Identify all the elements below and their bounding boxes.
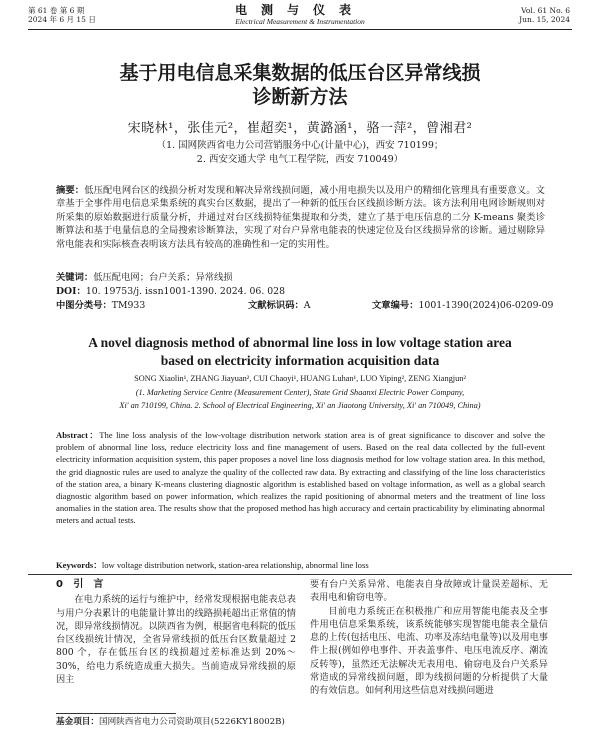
abstract-en-label: Abstract： <box>56 430 100 440</box>
header-center <box>0 4 600 26</box>
doc-code-text: A <box>303 300 311 311</box>
doi-label: DOI： <box>56 286 86 297</box>
abstract-cn <box>56 184 545 251</box>
body-right-paragraph-2: 目前电力系统正在积极推广和应用智能电能表及全事件用电信息采集系统，该系统能够实现智能电能表全量信息的上传(包括电压、电流、功率及冻结电量等)以及用电事件上报(例如停电事件、开表盖事件、电压电流反序、潮流反转等)，虽然还无法解决无表用电、偷窃电及台户关系异常造成的异常线损问题，即为线损问题的分析提供了大量的有效信息。如何利用这些信息对线损问题进 <box>310 605 548 697</box>
keywords-en <box>56 559 545 571</box>
article-no-text: 1001-1390(2024)06-0209-09 <box>418 300 554 311</box>
doi-text: 10. 19753/j. issn1001-1390. 2024. 06. 028 <box>85 286 285 297</box>
article-no-label: 文章编号： <box>372 300 419 311</box>
clc-text: TM933 <box>111 300 146 311</box>
keywords-cn-text: 低压配电网；台户关系；异常线损 <box>93 272 233 283</box>
footnote-rule <box>56 713 176 714</box>
journal-name-cn: 电测与仪表 <box>234 3 365 17</box>
funding-label: 基金项目： <box>56 717 99 727</box>
title-cn-line1: 基于用电信息采集数据的低压台区异常线损 <box>119 62 481 84</box>
section-0-title: 引 言 <box>73 579 104 590</box>
affiliation-cn-1: （1. 国网陕西省电力公司营销服务中心(计量中心)，西安 710199； <box>156 140 444 151</box>
affiliation-en-2: Xi' an 710199, China. 2. School of Electrical Engineering, Xi' an Jiaotong University, Xi' an 710049, China) <box>119 401 481 410</box>
date-en: Jun. 15, 2024 <box>519 15 570 24</box>
clc-number <box>56 299 145 312</box>
keywords-en-text: low voltage distribution network, station-area relationship, abnormal line loss <box>101 560 369 570</box>
affiliation-en-1: (1. Marketing Service Centre (Measurement Center), State Grid Shaanxi Electric Power Company, <box>135 388 465 397</box>
doc-code-label: 文献标识码： <box>248 300 304 311</box>
keywords-cn <box>56 271 233 284</box>
abstract-en-text: The line loss analysis of the low-voltage distribution network station area is of great significance to discover and solve the problem of abnormal line loss, reduce electricity loss and fine management of users. Based on the real data collected by the full-event electricity information acquisition system, this paper proposes a novel line loss diagnosis method for low voltage station area. In this method, the grid diagnostic rules are used to analyze the quality of the collected raw data. By extracting and classifying of the line loss characteristics of the station area, a binary K-means clustering diagnostic algorithm is established based on voltage information, as well as a global search diagnostic algorithm based on power information, which realizes the rapid positioning of abnormal meters and the treatment of line loss anomalies in the station area. The results show that the proposed method has high accuracy and certain practicability by eliminating abnormal meters and actual tests. <box>56 430 545 526</box>
keywords-cn-label: 关键词： <box>56 272 94 283</box>
title-en-line1: A novel diagnosis method of abnormal line loss in low voltage station area <box>88 335 512 350</box>
volume-cn: 第 61 卷 第 6 期 <box>28 6 85 15</box>
title-en-line2: based on electricity information acquisition data <box>160 353 440 368</box>
section-0-number: 0 <box>56 579 63 590</box>
header-right <box>519 6 570 24</box>
body-left-paragraph-1: 在电力系统的运行与维护中，经常发现根据电能表总表与用户分表累计的电能量计算出的线路损耗超出正常值的情况，即异常线损情况。以陕西省为例，根据省电科院的低压台区线损统计情况，全省异常线损的低压台区数量超过 2 800 个，存在低压台区的线损超过差标准达到 20%～30%，给电力系统造成重大损失。当前造成异常线损的原因主 <box>56 594 296 686</box>
volume-en: Vol. 61 No. 6 <box>521 6 570 15</box>
doi <box>56 285 285 298</box>
section-0-heading <box>56 578 296 591</box>
abstract-en <box>56 429 545 527</box>
authors-en: SONG Xiaolin¹, ZHANG Jiayuan², CUI Chaoyi¹, HUANG Luhan¹, LUO Yiping², ZENG Xiangjun² <box>134 374 466 383</box>
funding-text: 国网陕西省电力公司资助项目(5226KY18002B) <box>98 717 285 727</box>
header-rule <box>28 29 572 30</box>
body-left-column <box>56 578 296 686</box>
date-cn: 2024 年 6 月 15 日 <box>28 15 96 24</box>
article-number <box>372 299 553 312</box>
abstract-cn-label: 摘要： <box>56 185 85 196</box>
authors-cn: 宋晓林¹，张佳元²，崔超奕¹，黄潞涵¹，骆一萍²，曾湘君² <box>127 121 473 136</box>
journal-name-en: Electrical Measurement & Instrumentation <box>235 17 365 26</box>
affiliation-cn-2: 2. 西安交通大学 电气工程学院，西安 710049） <box>196 154 404 165</box>
document-code <box>248 299 311 312</box>
funding-footnote <box>56 717 285 728</box>
title-cn-line2: 诊断新方法 <box>252 86 348 108</box>
abstract-cn-text: 低压配电网台区的线损分析对发现和解决异常线损问题，减小用电损失以及用户的精细化管理具有重要意义。文章基于全事件用电信息采集系统的真实台区数据，提出了一种新的低压台区线损诊断方法。该方法利用电网诊断规则对所采集的原始数据进行质量分析，并通过对台区线损特征集提取和分类，建立了基于电压信息的二分 K-means 聚类诊断算法和基于电量信息的全局搜索诊断算法，实现了对台户异常电能表的快速定位及台区线损异常的诊断。通过剔除异常电能表和实际核查表明该方法具有较高的准确性和一定的实用性。 <box>56 185 545 250</box>
keywords-en-label: Keywords： <box>56 560 102 570</box>
abstract-rule <box>28 574 572 575</box>
clc-label: 中图分类号： <box>56 300 112 311</box>
body-right-paragraph-1: 要有台户关系异常、电能表自身故障或计量误差超标、无表用电和偷窃电等。 <box>310 579 548 604</box>
body-right-column <box>310 578 548 698</box>
